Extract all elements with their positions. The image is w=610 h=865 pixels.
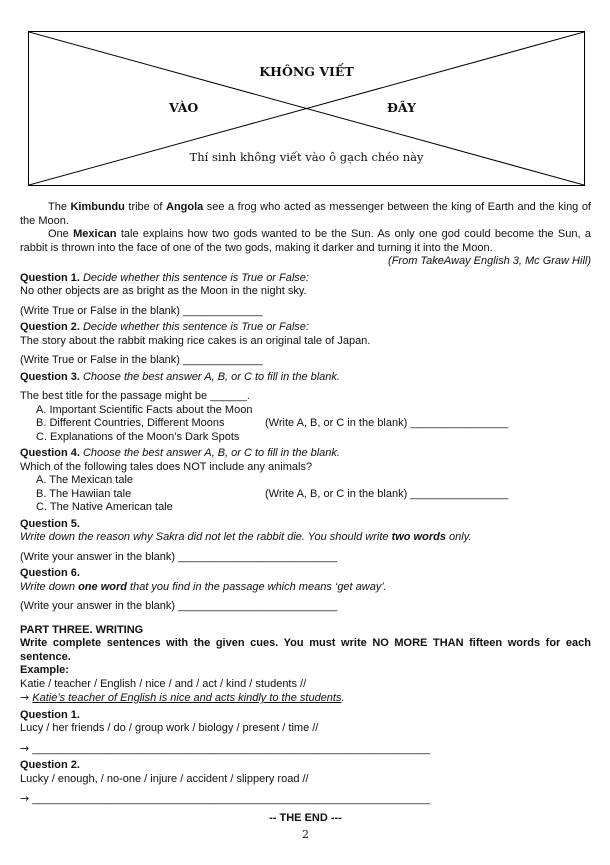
prompt-text: only. — [445, 531, 472, 543]
arrow-icon: → — [20, 741, 30, 755]
writing-question-2-header — [20, 759, 591, 773]
passage-paragraph-1 — [20, 201, 591, 228]
question-4-label: Question 4. — [20, 447, 80, 459]
prompt-bold-one-word: one word — [78, 580, 127, 593]
prompt-text: Write down the reason why Sakra did not let the rabbit die. You should write — [20, 531, 392, 543]
question-6-header — [20, 567, 591, 581]
question-4-header — [20, 447, 591, 461]
passage-bold-mexican: Mexican — [73, 228, 117, 240]
write-instruction: (Write A, B, or C in the blank) — [265, 487, 408, 500]
prompt-bold-two-words: two words — [391, 531, 446, 543]
writing-question-2-cue: Lucky / enough, / no-one / injure / accident / slippery road // — [20, 772, 309, 785]
question-4-option-a: A. The Mexican tale — [36, 474, 134, 486]
question-2-instruction: Decide whether this sentence is True or False: — [82, 321, 309, 333]
answer-blank: ________________ — [410, 487, 509, 500]
question-1-instruction: Decide whether this sentence is True or False: — [82, 271, 309, 284]
question-4-option-c: C. The Native American tale — [36, 501, 173, 513]
question-1-header — [20, 272, 591, 286]
question-3-instruction: Choose the best answer A, B, or C to fill in the blank. — [82, 370, 340, 383]
part-three-instruction: Write complete sentences with the given cues. You must write NO MORE THAN fifteen words for each sentence. — [20, 637, 591, 663]
passage-text: One — [48, 228, 74, 240]
answer-blank: _____________ — [183, 304, 263, 317]
question-6-prompt — [20, 581, 591, 595]
example-cue: Katie / teacher / English / nice / and / act / kind / students // — [20, 677, 307, 690]
question-4-option-b-row — [20, 488, 591, 502]
write-instruction: (Write your answer in the blank) — [20, 600, 176, 612]
writing-question-1-header — [20, 709, 591, 723]
question-3-label: Question 3. — [20, 370, 80, 383]
question-6-write-line — [20, 600, 591, 614]
answer-blank: ________________ — [410, 417, 509, 429]
question-2-statement: The story about the rabbit making rice cakes is an original tale of Japan. — [20, 334, 371, 347]
box-text-khong-viet: KHÔNG VIẾT — [259, 64, 354, 79]
prompt-text: that you find in the passage which means ‘get away’. — [126, 580, 387, 593]
box-text-day: ĐÂY — [387, 100, 416, 115]
part-three-title: PART THREE. WRITING — [20, 623, 144, 636]
write-instruction: (Write your answer in the blank) — [20, 550, 176, 563]
question-5-write-line — [20, 551, 591, 565]
passage-text: The — [48, 201, 71, 213]
writing-question-2-answer-line — [20, 792, 591, 807]
question-6-label: Question 6. — [20, 567, 80, 579]
write-instruction: (Write True or False in the blank) — [20, 304, 180, 317]
question-1-write-line — [20, 305, 591, 319]
passage-bold-kimbundu: Kimbundu — [70, 201, 125, 213]
example-label: Example: — [20, 664, 69, 676]
example-answer-period: . — [341, 692, 345, 704]
answer-blank: __________________________ — [178, 550, 338, 563]
write-instruction: (Write A, B, or C in the blank) — [265, 417, 408, 429]
question-3-option-b-row — [20, 417, 591, 431]
prompt-text: Write down — [20, 580, 79, 593]
question-3-statement: The best title for the passage might be ______. — [20, 390, 250, 402]
question-3-option-b: B. Different Countries, Different Moons — [36, 417, 225, 429]
question-1-statement: No other objects are as bright as the Moon in the night sky. — [20, 285, 307, 297]
question-4-instruction: Choose the best answer A, B, or C to fill in the blank. — [82, 447, 340, 459]
answer-blank: _________________________________________________________________ — [32, 742, 430, 755]
passage-paragraph-2 — [20, 228, 591, 255]
write-instruction: (Write True or False in the blank) — [20, 354, 180, 366]
arrow-icon: → — [20, 792, 30, 805]
passage-text: see a frog who acted as messenger between the king of Earth and the king of the Moon. — [20, 201, 591, 227]
passage-bold-angola: Angola — [166, 201, 204, 213]
arrow-icon: → — [20, 691, 30, 704]
question-3-header — [20, 371, 591, 385]
question-5-prompt — [20, 531, 591, 545]
example-answer-line — [20, 691, 591, 706]
question-5-label: Question 5. — [20, 517, 80, 530]
question-2-write-line — [20, 354, 591, 368]
question-4-statement: Which of the following tales does NOT include any animals? — [20, 460, 313, 473]
question-3-option-a: A. Important Scientific Facts about the Moon — [36, 403, 253, 416]
writing-question-1-label: Question 1. — [20, 708, 80, 721]
writing-question-2-label: Question 2. — [20, 759, 80, 771]
answer-blank: _________________________________________________________________ — [32, 793, 430, 805]
box-note: Thí sinh không viết vào ô gạch chéo này — [189, 150, 424, 164]
answer-blank: __________________________ — [178, 600, 338, 612]
question-1-label: Question 1. — [20, 271, 80, 284]
page-number: 2 — [302, 828, 309, 841]
no-write-box — [28, 31, 585, 186]
question-2-label: Question 2. — [20, 321, 80, 333]
passage-text: tale explains how two gods wanted to be the Sun. As only one god could become the Sun, a rabbit is thrown into the face of one of the two gods, making it darker and turning it into the Moon. — [20, 228, 591, 254]
the-end-marker: -- THE END --- — [269, 811, 342, 824]
question-3-write-line — [265, 417, 591, 431]
writing-question-1-cue: Lucy / her friends / do / group work / biology / present / time // — [20, 722, 319, 734]
question-5-header — [20, 518, 591, 532]
box-text-vao: VÀO — [169, 100, 199, 115]
question-3-option-c: C. Explanations of the Moon’s Dark Spots — [36, 430, 240, 443]
passage-text: tribe of — [124, 201, 166, 213]
question-2-header — [20, 321, 591, 335]
question-4-option-b: B. The Hawiian tale — [36, 487, 132, 500]
example-answer: Katie’s teacher of English is nice and acts kindly to the students — [32, 692, 342, 704]
question-4-write-line — [265, 488, 591, 502]
answer-blank: _____________ — [183, 354, 263, 366]
passage-source: (From TakeAway English 3, Mc Graw Hill) — [388, 255, 591, 267]
writing-question-1-answer-line — [20, 742, 591, 757]
